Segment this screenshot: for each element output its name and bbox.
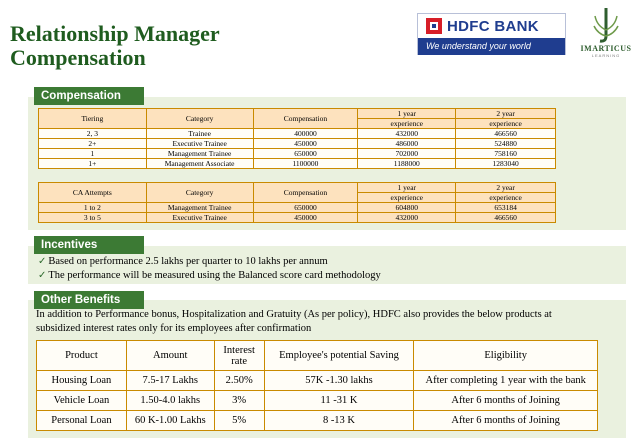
cell: 1283040 bbox=[456, 159, 556, 169]
header-interest-rate-line1: Interest bbox=[223, 344, 255, 356]
cell: 524880 bbox=[456, 139, 556, 149]
cell: 11 -31 K bbox=[264, 391, 414, 411]
cell: 653184 bbox=[456, 203, 556, 213]
imarticus-logo bbox=[578, 6, 634, 64]
table-header-row bbox=[37, 341, 598, 371]
cell: Trainee bbox=[146, 129, 253, 139]
cell: Executive Trainee bbox=[146, 213, 253, 223]
header-2year: 2 year bbox=[456, 183, 556, 193]
page-title-line1: Relationship Manager bbox=[10, 21, 220, 46]
table-row bbox=[39, 203, 556, 213]
incentives-tab: Incentives bbox=[34, 236, 144, 254]
cell: 2.50% bbox=[214, 371, 264, 391]
incentive-bullet-text: The performance will be measured using the Balanced score card methodology bbox=[48, 270, 381, 281]
cell: 8 -13 K bbox=[264, 411, 414, 431]
table-row bbox=[39, 159, 556, 169]
benefits-description: In addition to Performance bonus, Hospitalization and Gratuity (As per policy), HDFC also provides the below products at subsidized interest rates only for its employees after confirmation bbox=[36, 309, 552, 334]
cell: Executive Trainee bbox=[146, 139, 253, 149]
cell: 3 to 5 bbox=[39, 213, 147, 223]
header-2year-experience: experience bbox=[456, 193, 556, 203]
hdfc-logo-name: HDFC BANK bbox=[447, 17, 539, 35]
header-interest-rate bbox=[214, 341, 264, 371]
table-header-row bbox=[39, 183, 556, 193]
header-saving: Employee's potential Saving bbox=[264, 341, 414, 371]
cell: 466560 bbox=[456, 213, 556, 223]
incentive-bullet bbox=[38, 255, 328, 268]
header-category: Category bbox=[146, 109, 253, 129]
header-compensation: Compensation bbox=[253, 183, 358, 203]
cell: Vehicle Loan bbox=[37, 391, 127, 411]
cell: 7.5-17 Lakhs bbox=[126, 371, 214, 391]
checkmark-icon: ✓ bbox=[38, 270, 47, 281]
header-1year-experience: experience bbox=[358, 193, 456, 203]
header-2year: 2 year bbox=[456, 109, 556, 119]
cell: 758160 bbox=[456, 149, 556, 159]
cell: 450000 bbox=[253, 213, 358, 223]
cell: 2, 3 bbox=[39, 129, 147, 139]
hdfc-bank-logo bbox=[417, 13, 566, 55]
cell: 650000 bbox=[253, 149, 358, 159]
cell: After 6 months of Joining bbox=[414, 391, 598, 411]
hdfc-logo-tagline: We understand your world bbox=[418, 38, 565, 55]
header-compensation: Compensation bbox=[253, 109, 358, 129]
imarticus-logo-sub: LEARNING bbox=[591, 53, 621, 58]
cell: 486000 bbox=[358, 139, 456, 149]
page-title-line2: Compensation bbox=[10, 45, 146, 70]
incentive-bullet-text: Based on performance 2.5 lakhs per quarter to 10 lakhs per annum bbox=[48, 256, 328, 267]
hdfc-mark-icon bbox=[426, 18, 442, 34]
table-row bbox=[39, 213, 556, 223]
header-ca-attempts: CA Attempts bbox=[39, 183, 147, 203]
cell: 1 bbox=[39, 149, 147, 159]
cell: After completing 1 year with the bank bbox=[414, 371, 598, 391]
header-category: Category bbox=[146, 183, 253, 203]
checkmark-icon: ✓ bbox=[38, 256, 47, 267]
cell: Management Associate bbox=[146, 159, 253, 169]
cell: 604800 bbox=[358, 203, 456, 213]
other-benefits-tab: Other Benefits bbox=[34, 291, 144, 309]
header-2year-experience: experience bbox=[456, 119, 556, 129]
cell: 60 K-1.00 Lakhs bbox=[126, 411, 214, 431]
cell: Personal Loan bbox=[37, 411, 127, 431]
table-header-row bbox=[39, 109, 556, 119]
header-product: Product bbox=[37, 341, 127, 371]
cell: 1+ bbox=[39, 159, 147, 169]
cell: 1.50-4.0 lakhs bbox=[126, 391, 214, 411]
table-row bbox=[37, 391, 598, 411]
table-row bbox=[39, 139, 556, 149]
header-1year: 1 year bbox=[358, 183, 456, 193]
cell: 650000 bbox=[253, 203, 358, 213]
header-1year: 1 year bbox=[358, 109, 456, 119]
table-row bbox=[37, 411, 598, 431]
header-amount: Amount bbox=[126, 341, 214, 371]
cell: 466560 bbox=[456, 129, 556, 139]
header-eligibility: Eligibility bbox=[414, 341, 598, 371]
cell: Management Trainee bbox=[146, 203, 253, 213]
table-row bbox=[39, 129, 556, 139]
table-row bbox=[37, 371, 598, 391]
cell: 1188000 bbox=[358, 159, 456, 169]
cell: 450000 bbox=[253, 139, 358, 149]
cell: 400000 bbox=[253, 129, 358, 139]
compensation-table-tiering bbox=[38, 108, 556, 169]
compensation-tab: Compensation bbox=[34, 87, 144, 105]
cell: 702000 bbox=[358, 149, 456, 159]
cell: 1100000 bbox=[253, 159, 358, 169]
cell: 432000 bbox=[358, 213, 456, 223]
cell: After 6 months of Joining bbox=[414, 411, 598, 431]
imarticus-logo-name: IMARTICUS bbox=[580, 44, 632, 53]
cell: Housing Loan bbox=[37, 371, 127, 391]
cell: Management Trainee bbox=[146, 149, 253, 159]
incentive-bullet bbox=[38, 269, 381, 282]
cell: 3% bbox=[214, 391, 264, 411]
header-interest-rate-line2: rate bbox=[231, 355, 248, 367]
benefits-table bbox=[36, 340, 598, 431]
compensation-table-ca-attempts bbox=[38, 182, 556, 223]
page-title bbox=[10, 22, 220, 70]
header-tiering: Tiering bbox=[39, 109, 147, 129]
cell: 5% bbox=[214, 411, 264, 431]
table-row bbox=[39, 149, 556, 159]
cell: 57K -1.30 lakhs bbox=[264, 371, 414, 391]
cell: 1 to 2 bbox=[39, 203, 147, 213]
cell: 2+ bbox=[39, 139, 147, 149]
imarticus-emblem-icon bbox=[591, 6, 621, 44]
cell: 432000 bbox=[358, 129, 456, 139]
header-1year-experience: experience bbox=[358, 119, 456, 129]
